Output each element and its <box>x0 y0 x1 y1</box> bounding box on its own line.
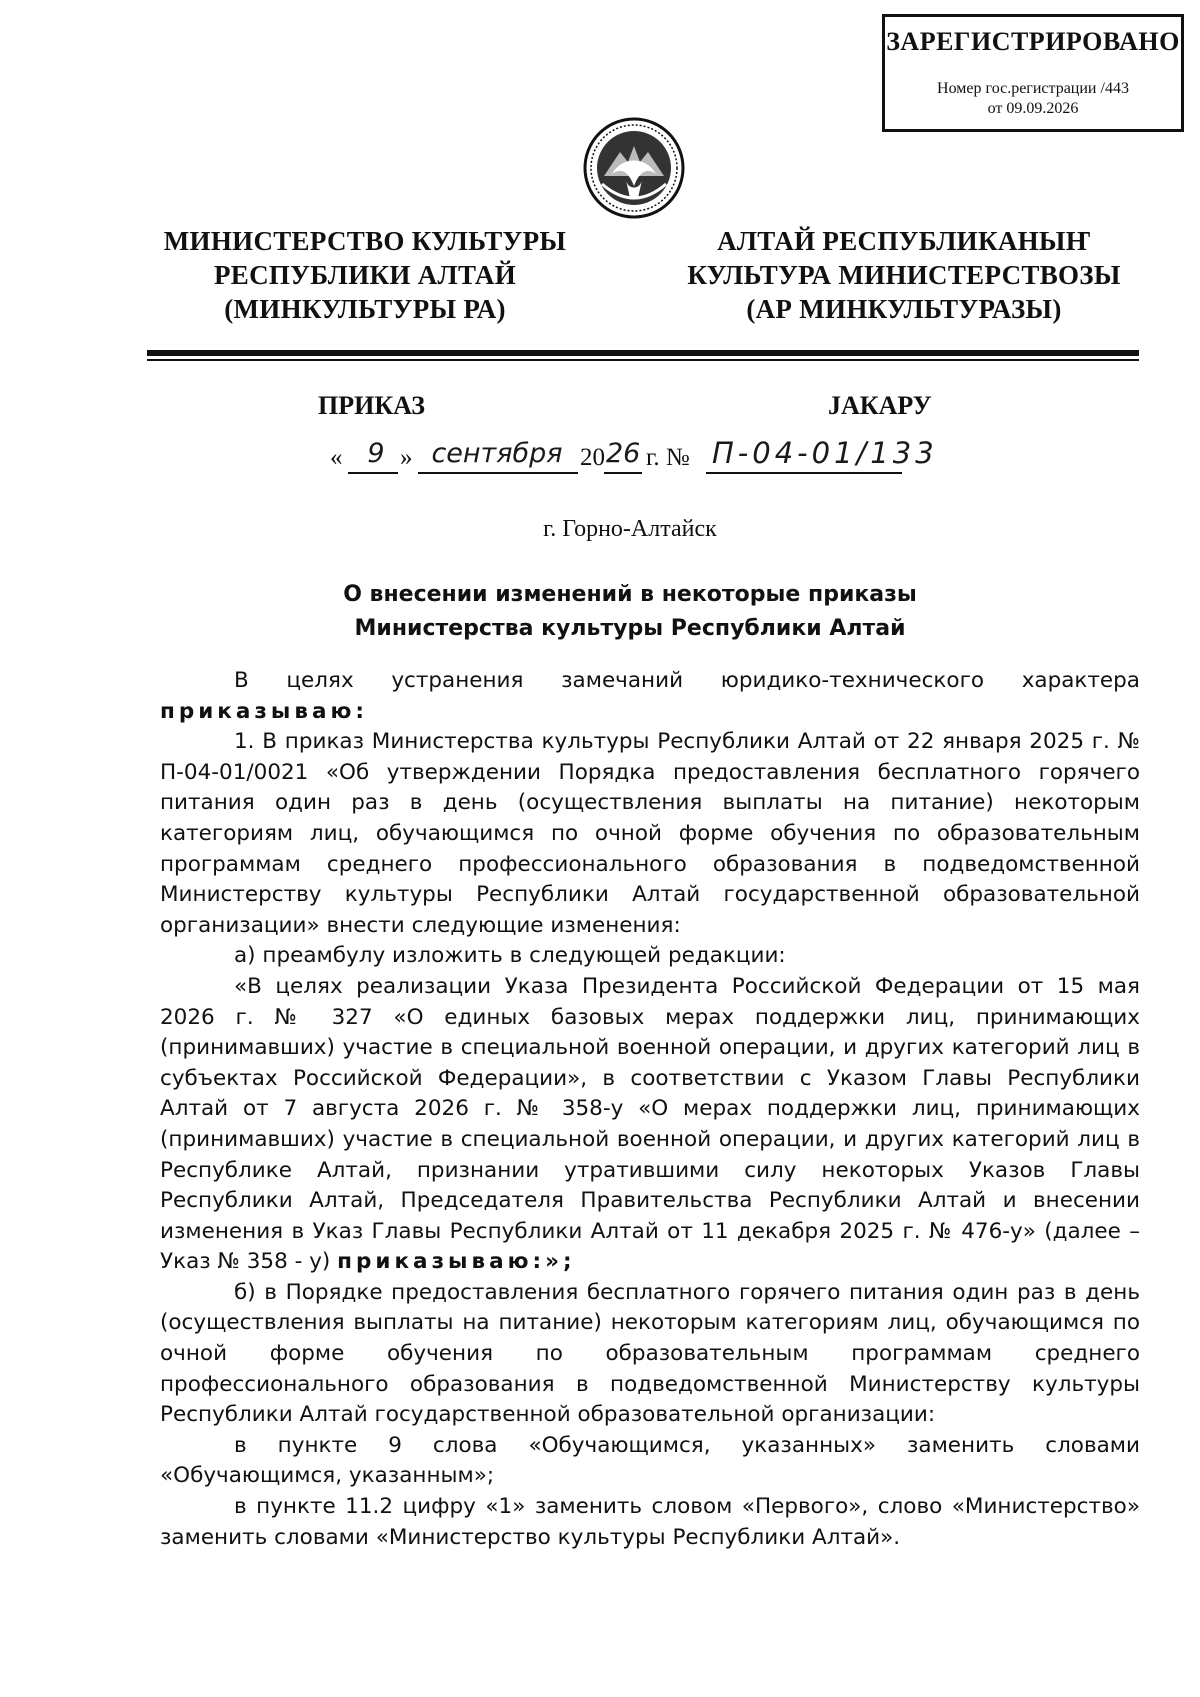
order-title-ru: ПРИКАЗ <box>318 391 426 420</box>
intro-line: В целях устранения замечаний юридико-технического характера <box>234 668 1140 693</box>
intro-order-word-line <box>160 697 1140 728</box>
order-body <box>160 666 1140 1553</box>
year-label: г. № <box>646 444 690 471</box>
year-underline <box>604 472 642 474</box>
order-month: сентября <box>431 438 563 469</box>
order-subject <box>0 578 1200 646</box>
preamble-text: «В целях реализации Указа Президента Российской Федерации от 15 мая 2026 г. № 327 «О единых базовых мерах поддержки лиц, принимающих (принимавших) участие в специальной военной операции, и других категорий лиц в субъектах Российской Федерации», в соответствии с Указом Главы Республики Алтай от 7 августа 2026 г. № 358-у «О мерах поддержки лиц, принимающих (принимавших) участие в специальной военной операции, и других категорий лиц в Республике Алтай, признании утратившими силу некоторых Указов Главы Республики Алтай, Председателя Правительства Республики Алтай и внесении изменения в Указ Главы Республики Алтай от 11 декабря 2025 г. № 476-у» (далее – Указ № 358 - у) <box>160 973 1140 1275</box>
day-underline <box>348 472 398 474</box>
stamp-reg-date: от 09.09.2026 <box>987 100 1079 117</box>
registration-stamp <box>882 14 1184 132</box>
stamp-reg-number: Номер гос.регистрации /443 <box>937 80 1129 97</box>
header-divider-thick <box>147 350 1139 356</box>
subject-line: О внесении изменений в некоторые приказы <box>343 582 917 607</box>
header-line: РЕСПУБЛИКИ АЛТАЙ <box>213 260 517 290</box>
stamp-title: ЗАРЕГИСТРИРОВАНО <box>886 27 1180 56</box>
order-day: 9 <box>367 438 385 469</box>
month-underline <box>418 472 578 474</box>
subject-line: Министерства культуры Республики Алтай <box>354 616 906 641</box>
paragraph-item-11-2: в пункте 11.2 цифру «1» заменить словом «Первого», слово «Министерство» заменить словами «Министерство культуры Республики Алтай». <box>160 1494 1140 1550</box>
order-word-decree-quoted: приказываю:»; <box>337 1249 576 1275</box>
paragraph-1: 1. В приказ Министерства культуры Республики Алтай от 22 января 2025 г. № П-04-01/0021 «Об утверждении Порядка предоставления бесплатного горячего питания один раз в день (осуществления выплаты на питание) некоторым категориям лиц, обучающимся по очной форме обучения по образовательным программам среднего профессионального образования в подведомственной Министерству культуры Республики Алтай государственной образовательной организации» внести следующие изменения: <box>160 729 1140 938</box>
ministry-header-ru <box>105 224 625 326</box>
year-suffix: 26 <box>606 438 641 469</box>
quote-close: » <box>400 444 413 471</box>
header-divider-thin <box>147 359 1139 361</box>
ministry-header-alt <box>644 224 1164 326</box>
header-line: (МИНКУЛЬТУРЫ РА) <box>224 294 506 324</box>
header-line: (АР МИНКУЛЬТУРАЗЫ) <box>746 294 1062 324</box>
order-city: г. Горно-Алтайск <box>543 516 717 542</box>
order-date-number-line <box>330 436 990 500</box>
header-line: КУЛЬТУРА МИНИСТЕРСТВОЗЫ <box>687 260 1121 290</box>
paragraph-preamble <box>160 972 1140 1278</box>
header-line: АЛТАЙ РЕСПУБЛИКАНЫҤ <box>717 226 1091 256</box>
order-number: П-04-01/133 <box>712 436 938 470</box>
quote-open: « <box>330 444 343 471</box>
paragraph-item-9: в пункте 9 слова «Обучающимся, указанных» заменить словами «Обучающимся, указанным»; <box>160 1432 1140 1489</box>
paragraph-a: а) преамбулу изложить в следующей редакции: <box>234 943 786 969</box>
year-prefix: 20 <box>580 444 605 471</box>
number-underline <box>706 472 902 474</box>
order-word-decree: приказываю: <box>160 698 368 724</box>
order-title-alt: JАКАРУ <box>828 391 932 420</box>
header-line: МИНИСТЕРСТВО КУЛЬТУРЫ <box>163 226 567 256</box>
paragraph-b: б) в Порядке предоставления бесплатного горячего питания один раз в день (осуществления выплаты на питание) некоторым категориям лиц, обучающимся по очной форме обучения по образовательным программам среднего профессионального образования в подведомственной Министерству культуры Республики Алтай государственной образовательной организации: <box>160 1279 1140 1428</box>
coat-of-arms-emblem <box>582 116 686 220</box>
